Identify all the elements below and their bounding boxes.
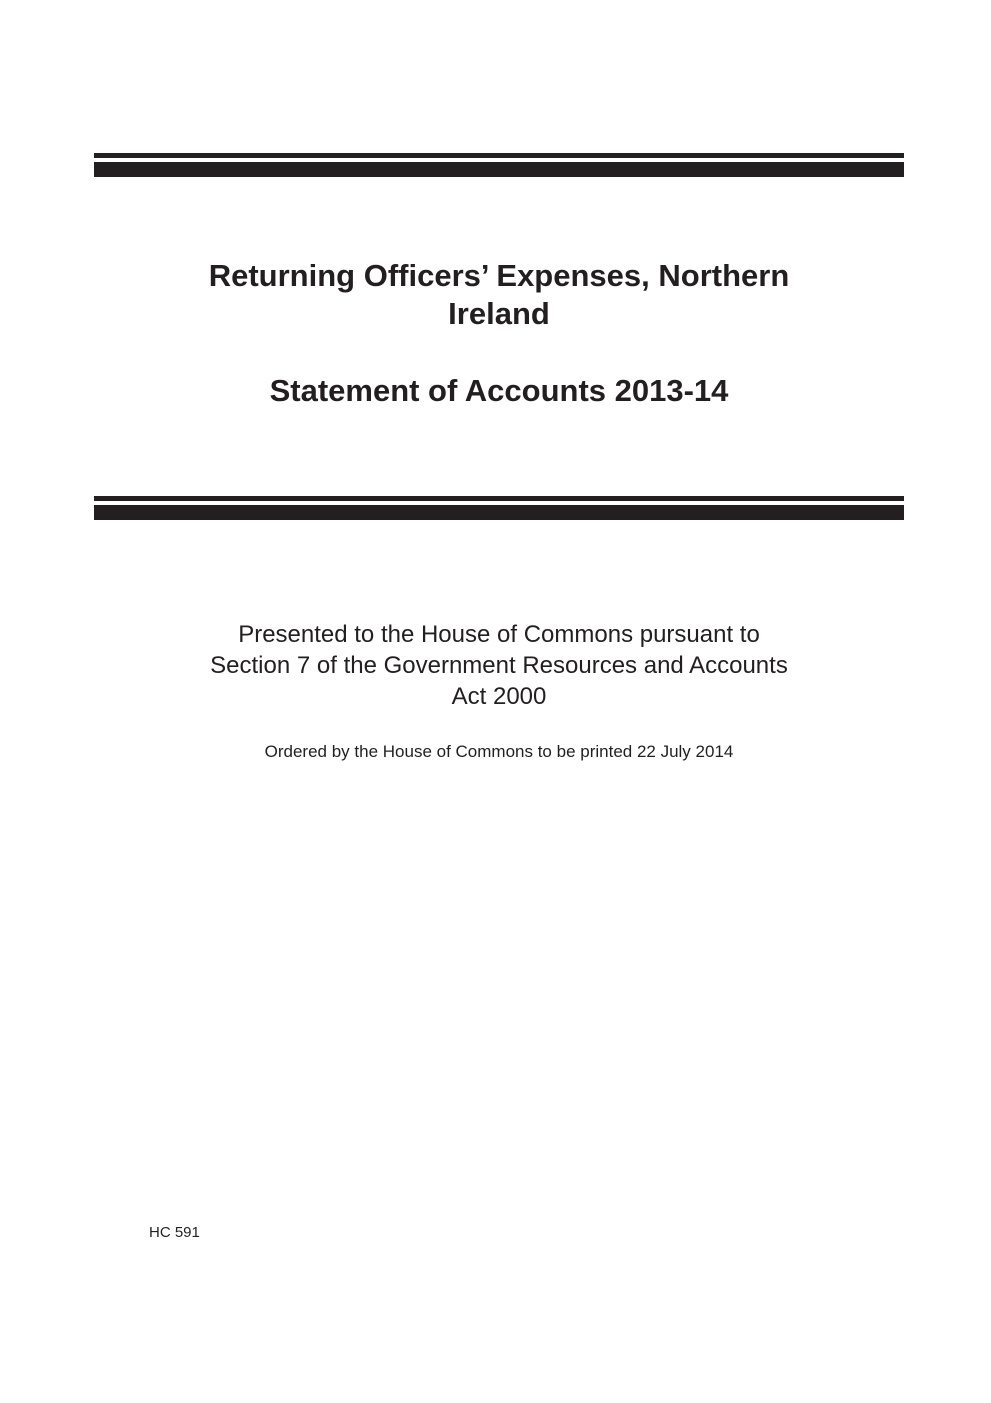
presented-statement <box>94 619 904 712</box>
presented-line-3: Act 2000 <box>451 683 547 710</box>
title-line-1: Returning Officers’ Expenses, Northern <box>208 258 790 293</box>
document-title <box>94 257 904 333</box>
top-rule-thin <box>94 153 904 158</box>
document-subtitle: Statement of Accounts 2013-14 <box>269 373 729 408</box>
title-line-2: Ireland <box>448 296 550 331</box>
presented-line-2: Section 7 of the Government Resources and Accounts <box>210 652 788 679</box>
bottom-rule-thin <box>94 496 904 501</box>
top-rule-thick <box>94 162 904 177</box>
ordered-to-print: Ordered by the House of Commons to be printed 22 July 2014 <box>264 742 734 761</box>
presented-line-1: Presented to the House of Commons pursuant to <box>238 621 760 648</box>
hc-number: HC 591 <box>149 1224 200 1241</box>
bottom-rule-thick <box>94 505 904 520</box>
